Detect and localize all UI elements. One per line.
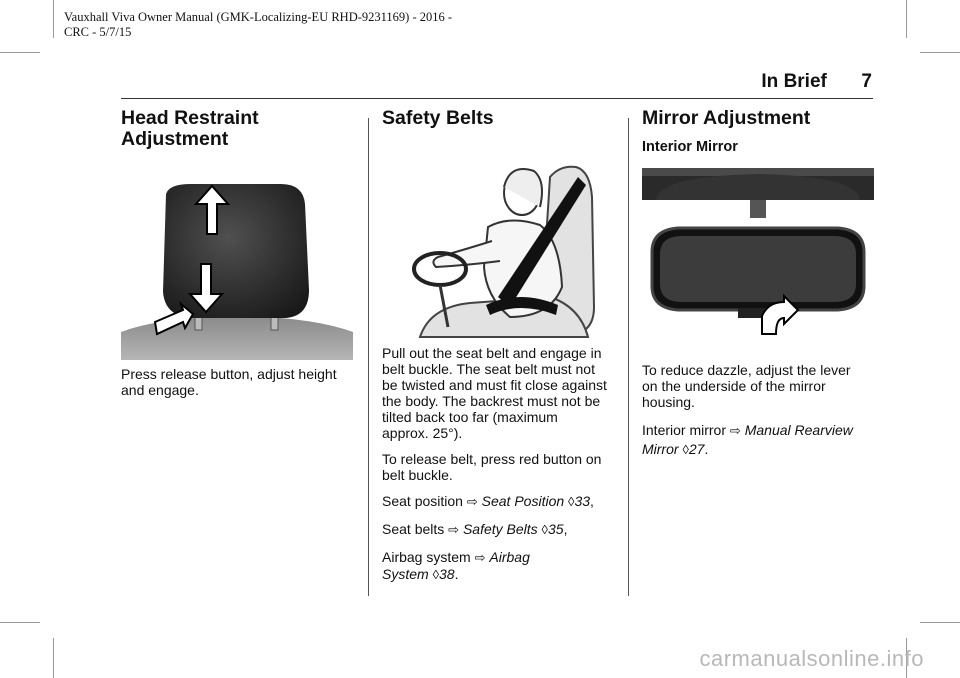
crop-mark (920, 622, 960, 623)
column-mirror-adjustment (642, 108, 878, 459)
body-text: Pull out the seat belt and engage in belt buckle. The seat belt must not be twisted and must fit close against the body. The backrest must not be tilted back too far (maximum approx. 25°). (382, 345, 607, 441)
cross-reference: Interior mirror ⇨ Manual Rearview Mirror ◊27. (642, 422, 853, 457)
column-divider (368, 118, 369, 596)
document-meta (64, 10, 452, 40)
xref-arrow-icon: ⇨ (474, 550, 486, 565)
crop-mark (920, 52, 960, 53)
column-head-restraint (121, 108, 357, 398)
column-safety-belts (382, 108, 618, 583)
xref-link[interactable]: Safety Belts (462, 521, 538, 537)
meta-line: Vauxhall Viva Owner Manual (GMK-Localizing-EU RHD-9231169) - 2016 - (64, 10, 453, 24)
xref-link[interactable]: Airbag (489, 549, 530, 565)
body-text: Press release button, adjust height and engage. (121, 366, 337, 398)
xref-arrow-icon: ⇨ (729, 423, 741, 438)
crop-mark (0, 622, 40, 623)
crop-mark (53, 0, 54, 38)
page-ref[interactable]: 27 (688, 441, 705, 457)
crop-mark (906, 0, 907, 38)
body-text: To reduce dazzle, adjust the lever on the underside of the mirror housing. (642, 362, 851, 410)
xref-arrow-icon: ⇨ (448, 522, 460, 537)
cross-reference: Seat belts ⇨ Safety Belts ◊35, (382, 521, 568, 537)
xref-link[interactable]: Seat Position (481, 493, 565, 509)
page-ref[interactable]: 38 (439, 566, 455, 582)
page-number: 7 (861, 71, 872, 92)
crop-mark (53, 638, 54, 678)
body-text: To release belt, press red button on belt buckle. (382, 451, 602, 483)
header-rule (121, 98, 873, 99)
page-ref-icon: ◊ (568, 494, 575, 509)
section-heading: Head Restraint Adjustment (121, 107, 259, 150)
section-title: In Brief (761, 71, 827, 92)
sub-heading: Interior Mirror (642, 139, 738, 155)
safety-belt-illustration (400, 157, 618, 339)
watermark: carmanualsonline.info (699, 646, 924, 671)
page-ref[interactable]: 33 (574, 493, 591, 509)
page-ref-icon: ◊ (682, 442, 689, 457)
page-ref[interactable]: 35 (547, 521, 564, 537)
head-restraint-illustration (121, 182, 353, 360)
cross-reference: Airbag system ⇨ Airbag System ◊38. (382, 549, 530, 582)
section-heading: Safety Belts (382, 107, 494, 129)
meta-line: CRC - 5/7/15 (64, 25, 132, 39)
cross-reference: Seat position ⇨ Seat Position ◊33, (382, 493, 594, 509)
xref-arrow-icon: ⇨ (466, 494, 478, 509)
interior-mirror-illustration (642, 168, 874, 336)
xref-link[interactable]: Mirror (642, 441, 679, 457)
crop-mark (0, 52, 40, 53)
section-heading: Mirror Adjustment (642, 107, 811, 129)
running-head (761, 71, 872, 93)
page-ref-icon: ◊ (541, 522, 548, 537)
column-divider (628, 118, 629, 596)
xref-link[interactable]: Manual Rearview (744, 422, 853, 438)
page-ref-icon: ◊ (432, 567, 440, 582)
xref-link[interactable]: System (382, 566, 429, 582)
